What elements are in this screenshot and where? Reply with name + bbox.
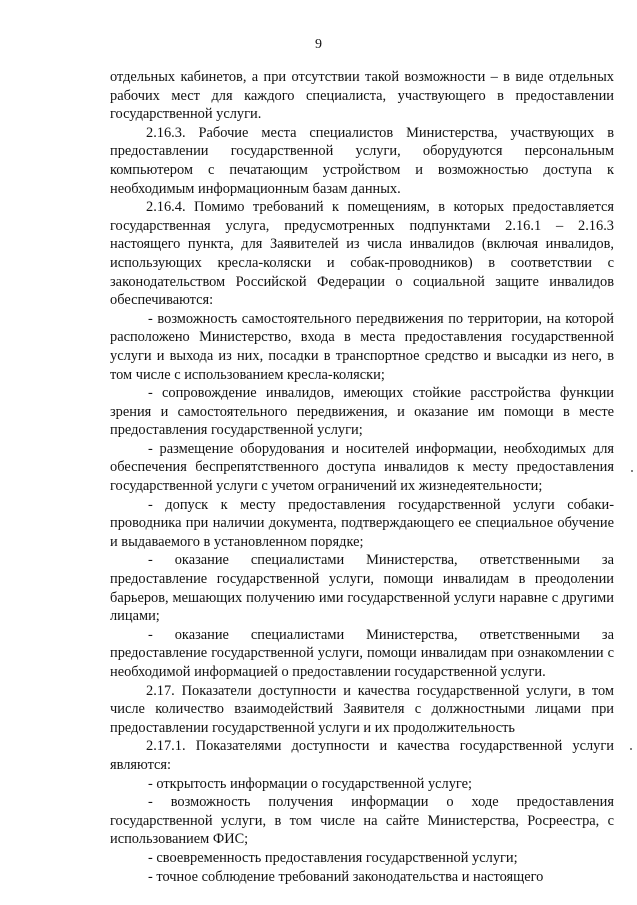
list-item: - размещение оборудования и носителей информации, необходимых для обеспечения беспрепятственного доступа инвалидов к месту предоставления государственной услуги с учетом ограничений их жизнедеятельности; bbox=[110, 440, 614, 495]
paragraph-2-17: 2.17. Показатели доступности и качества государственной услуги, в том числе количество взаимодействий Заявителя с должностными лицами при предоставлении государственной услуги и их продолжительность bbox=[110, 682, 614, 736]
document-body bbox=[110, 68, 614, 886]
paragraph-2-16-4: 2.16.4. Помимо требований к помещениям, в которых предоставляется государственная услуга, предусмотренных подпунктами 2.16.1 – 2.16.3 настоящего пункта, для Заявителей из числа инвалидов (включая инвалидов, использующих кресла-коляски и собак-проводников) в соответствии с законодательством Российской Федерации о социальной защите инвалидов обеспечиваются: bbox=[110, 199, 614, 309]
list-item: - допуск к месту предоставления государственной услуги собаки-проводника при наличии документа, подтверждающего ее специальное обучение и выдаваемого в установленном порядке; bbox=[110, 496, 614, 550]
list-item: - открытость информации о государственной услуге; bbox=[148, 775, 473, 792]
page-number: 9 bbox=[315, 37, 322, 52]
scan-speck bbox=[630, 748, 632, 750]
paragraph-continuation: отдельных кабинетов, а при отсутствии такой возможности – в виде отдельных рабочих мест для каждого специалиста, участвующего в предоставлении государственной услуги. bbox=[110, 69, 614, 123]
list-item: - возможность самостоятельного передвижения по территории, на которой расположено Министерство, входа в места предоставления государственной услуги и выхода из них, посадки в транспортное средство и высадки из него, в том числе с использованием кресла-коляски; bbox=[110, 310, 614, 383]
list-item: - возможность получения информации о ходе предоставления государственной услуги, в том числе на сайте Министерства, Росреестра, с использованием ФИС; bbox=[110, 794, 614, 848]
list-item: - своевременность предоставления государственной услуги; bbox=[148, 849, 518, 866]
list-item: - оказание специалистами Министерства, ответственными за предоставление государственной услуги, помощи инвалидам при ознакомлении с необходимой информацией о предоставлении государственной услуги. bbox=[110, 626, 614, 680]
list-item: - сопровождение инвалидов, имеющих стойкие расстройства функции зрения и самостоятельного передвижения, и оказание им помощи в месте предоставления государственной услуги; bbox=[110, 385, 614, 439]
scan-speck bbox=[631, 470, 633, 472]
list-item: - оказание специалистами Министерства, ответственными за предоставление государственной услуги, помощи инвалидам в преодолении барьеров, мешающих получению ими государственной услуги наравне с другими лицами; bbox=[110, 552, 614, 625]
paragraph-2-16-3: 2.16.3. Рабочие места специалистов Министерства, участвующих в предоставлении государственной услуги, оборудуются персональным компьютером с печатающим устройством и возможностью доступа к необходимым информационным базам данных. bbox=[110, 124, 614, 197]
paragraph-2-17-1: 2.17.1. Показателями доступности и качества государственной услуги являются: bbox=[110, 738, 614, 773]
list-item: - точное соблюдение требований законодательства и настоящего bbox=[148, 868, 544, 885]
